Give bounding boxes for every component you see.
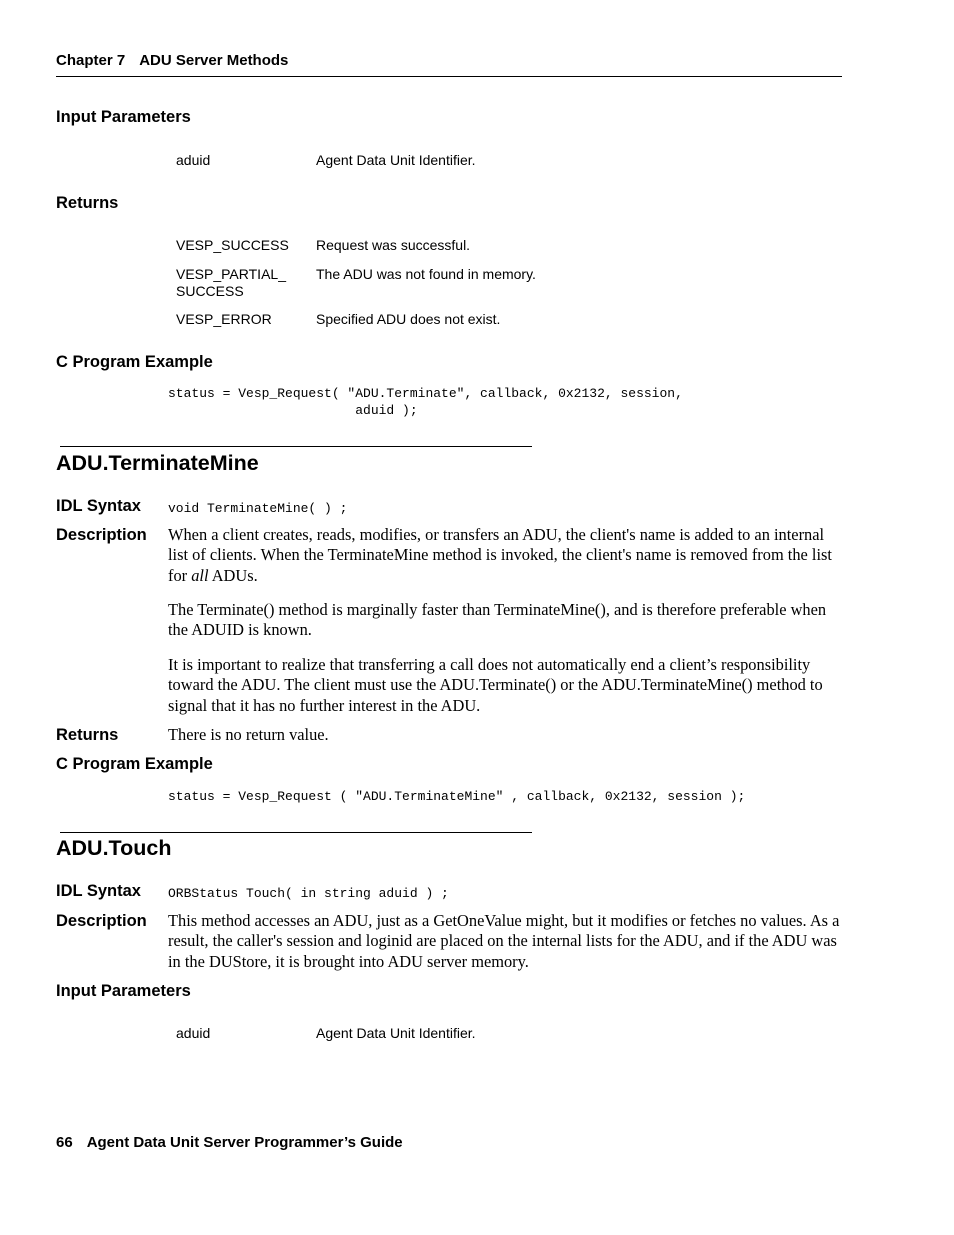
description-paragraph: This method accesses an ADU, just as a GetOneValue might, but it modifies or fetches no values. As a result, the caller's session and loginid are placed on the internal lists for the ADU, and if the ADU was in the DUStore, it is brought into ADU server memory. [168, 911, 840, 971]
c-example-heading: C Program Example [56, 755, 213, 773]
idl-syntax-label: IDL Syntax [56, 882, 141, 900]
code-line: status = Vesp_Request( "ADU.Terminate", callback, 0x2132, session, [168, 386, 683, 401]
return-code-line: VESP_PARTIAL_ [176, 266, 286, 282]
section-title-touch: ADU.Touch [56, 836, 172, 860]
description-paragraph: It is important to realize that transferring a call does not automatically end a client’s responsibility toward the ADU. The client must use the ADU.Terminate() or the ADU.TerminateMine() method to signal that it has no further interest in the ADU. [168, 655, 823, 715]
input-parameters-heading: Input Parameters [56, 982, 191, 1000]
code-line: aduid ); [168, 403, 418, 418]
description-paragraph: The Terminate() method is marginally faster than TerminateMine(), and is therefore preferable when the ADUID is known. [168, 600, 827, 640]
input-parameters-heading: Input Parameters [56, 108, 191, 126]
idl-code: ORBStatus Touch( in string aduid ) ; [168, 886, 449, 901]
returns-heading: Returns [56, 194, 119, 212]
text-run: When a client creates, reads, modifies, or transfers an ADU, the client's name is added to an internal list of clients. When the TerminateMine method is invoked, the client's name is removed from the list for [168, 525, 832, 585]
idl-syntax-label: IDL Syntax [56, 497, 141, 515]
chapter-title: ADU Server Methods [139, 52, 289, 69]
running-header [56, 52, 288, 69]
return-code: VESP_ERROR [176, 311, 272, 327]
code-line: status = Vesp_Request ( "ADU.TerminateMine" , callback, 0x2132, session ); [168, 789, 746, 804]
page-number: 66 [56, 1134, 73, 1151]
param-desc: Agent Data Unit Identifier. [316, 1025, 476, 1041]
section-rule [60, 446, 532, 447]
page-footer [56, 1134, 403, 1151]
description-label: Description [56, 526, 147, 544]
return-code: VESP_SUCCESS [176, 237, 289, 253]
book-title: Agent Data Unit Server Programmer’s Guide [86, 1134, 403, 1151]
text-run: ADUs. [208, 565, 258, 585]
c-example-heading: C Program Example [56, 353, 213, 371]
param-desc: Agent Data Unit Identifier. [316, 152, 476, 168]
emphasis: all [191, 565, 209, 585]
return-desc: Request was successful. [316, 237, 471, 253]
return-desc: Specified ADU does not exist. [316, 311, 501, 327]
header-rule [56, 76, 842, 77]
returns-text: There is no return value. [168, 725, 329, 744]
section-rule [60, 832, 532, 833]
chapter-number: Chapter 7 [56, 52, 126, 69]
param-name: aduid [176, 1025, 211, 1041]
return-code [176, 266, 286, 300]
returns-label: Returns [56, 726, 119, 744]
return-desc: The ADU was not found in memory. [316, 266, 536, 282]
param-name: aduid [176, 152, 211, 168]
description-paragraph [168, 525, 840, 586]
section-title-terminatemine: ADU.TerminateMine [56, 451, 259, 475]
return-code-line: SUCCESS [176, 283, 244, 299]
idl-code: void TerminateMine( ) ; [168, 501, 348, 516]
description-label: Description [56, 912, 147, 930]
